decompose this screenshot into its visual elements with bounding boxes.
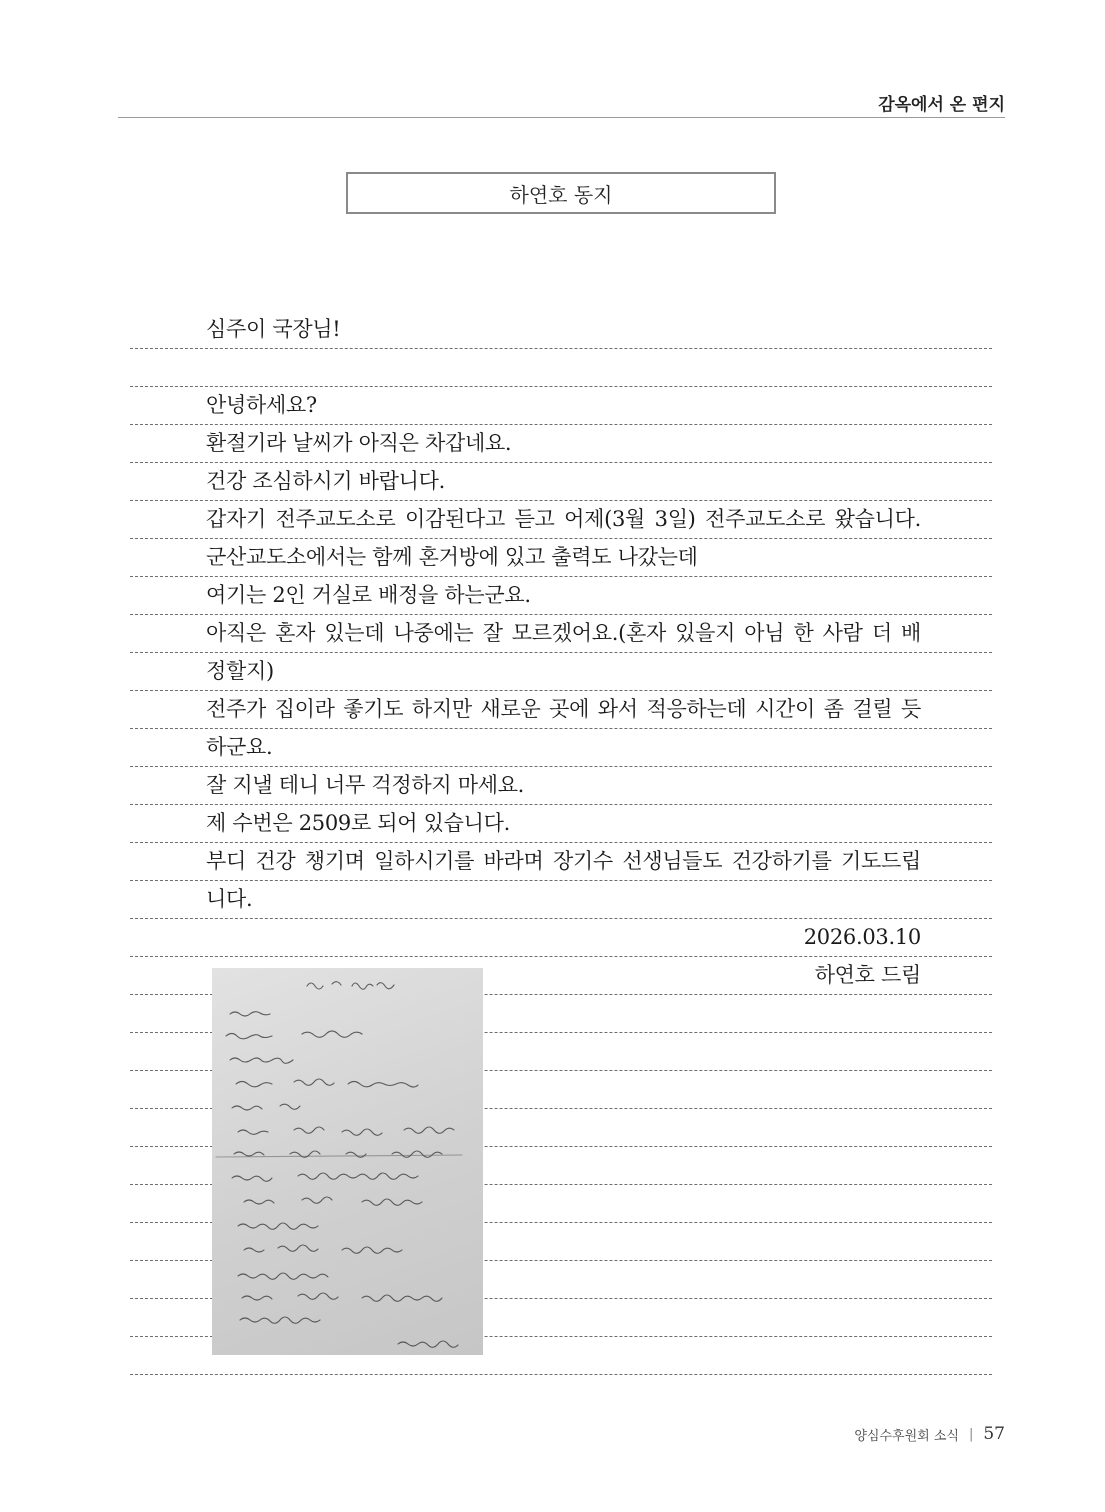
letter-line: 환절기라 날씨가 아직은 차갑네요.	[206, 431, 512, 455]
ruled-line	[130, 1374, 992, 1375]
letter-line: 하군요.	[206, 735, 273, 759]
letter-line: 아직은 혼자 있는데 나중에는 잘 모르겠어요.(혼자 있을지 아님 한 사람 더 배	[206, 621, 921, 645]
letter-salutation: 심주이 국장님!	[206, 317, 341, 341]
letter-line: 안녕하세요?	[206, 393, 317, 417]
letter-line: 전주가 집이라 좋기도 하지만 새로운 곳에 와서 적응하는데 시간이 좀 걸릴 듯	[206, 697, 921, 721]
letter-line: 잘 지낼 테니 너무 걱정하지 마세요.	[206, 773, 525, 797]
publication-name: 양심수후원회 소식	[854, 1428, 959, 1444]
ruled-line	[130, 348, 992, 349]
letter-line: 니다.	[206, 887, 253, 911]
footer-separator: |	[968, 1426, 974, 1442]
page-footer	[854, 1424, 1005, 1444]
page-number: 57	[983, 1424, 1005, 1444]
handwritten-letter-photo	[212, 968, 483, 1355]
letter-line: 건강 조심하시기 바랍니다.	[206, 469, 445, 493]
letter-line: 정할지)	[206, 659, 274, 683]
letter-line: 제 수번은 2509로 되어 있습니다.	[206, 811, 510, 835]
handwriting-scribbles	[212, 968, 483, 1355]
name-box: 하연호 동지	[346, 172, 776, 214]
letter-signature: 하연호 드림	[814, 963, 921, 987]
letter-line: 여기는 2인 거실로 배정을 하는군요.	[206, 583, 531, 607]
letter-line: 군산교도소에서는 함께 혼거방에 있고 출력도 나갔는데	[206, 545, 698, 569]
header-rule	[118, 117, 1005, 118]
letter-line: 부디 건강 챙기며 일하시기를 바라며 장기수 선생님들도 건강하기를 기도드립	[206, 849, 921, 873]
section-title: 감옥에서 온 편지	[878, 95, 1005, 115]
letter-line: 갑자기 전주교도소로 이감된다고 듣고 어제(3월 3일) 전주교도소로 왔습니다.	[206, 507, 921, 531]
letter-date: 2026.03.10	[803, 925, 921, 949]
